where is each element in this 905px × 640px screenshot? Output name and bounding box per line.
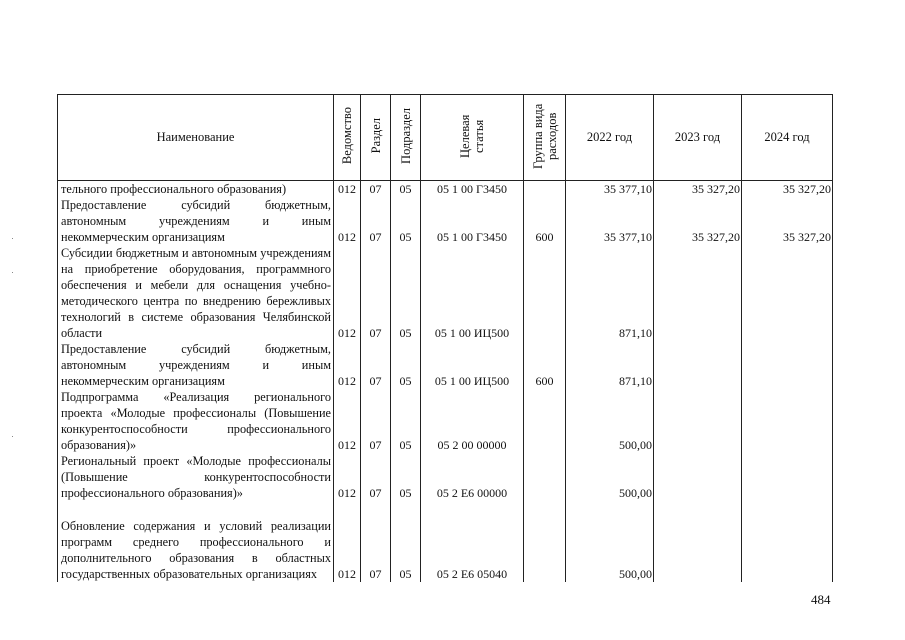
row-2023: 35 327,20 — [654, 197, 742, 245]
page-number: 484 — [811, 592, 831, 607]
row-2024: 35 327,20 — [742, 197, 833, 245]
table-row — [58, 501, 833, 582]
row-podrazdel: 05 — [391, 501, 421, 582]
row-podrazdel: 05 — [391, 453, 421, 501]
row-vedomstvo: 012 — [334, 453, 361, 501]
table-row — [58, 389, 833, 453]
header-celevaya-statya: Целевая статья — [421, 95, 524, 181]
row-2024 — [742, 245, 833, 341]
row-celevaya-statya: 05 2 E6 00000 — [421, 453, 524, 501]
row-podrazdel: 05 — [391, 245, 421, 341]
table-row — [58, 181, 833, 198]
row-2023 — [654, 453, 742, 501]
table-row — [58, 341, 833, 389]
row-name: Подпрограмма «Реализация регионального проекта «Молодые профессионалы (Повышение конкурентоспособности профессионального образования)» — [58, 389, 334, 453]
row-celevaya-statya: 05 1 00 ИЦ500 — [421, 341, 524, 389]
row-gruppa-vida-rashodov: 600 — [524, 197, 566, 245]
row-2024 — [742, 341, 833, 389]
row-celevaya-statya: 05 1 00 Г3450 — [421, 181, 524, 198]
row-podrazdel: 05 — [391, 389, 421, 453]
row-podrazdel: 05 — [391, 181, 421, 198]
row-vedomstvo: 012 — [334, 245, 361, 341]
row-2022: 35 377,10 — [566, 181, 654, 198]
table-row — [58, 197, 833, 245]
row-name: Предоставление субсидий бюджетным, автономным учреждениям и иным некоммерческим организациям — [58, 341, 334, 389]
row-celevaya-statya: 05 2 00 00000 — [421, 389, 524, 453]
row-name: Обновление содержания и условий реализации программ среднего профессионального и дополнительного образования в областных государственных образовательных организациях — [58, 501, 334, 582]
row-razdel: 07 — [361, 501, 391, 582]
row-2022: 500,00 — [566, 501, 654, 582]
header-2024: 2024 год — [742, 95, 833, 181]
row-razdel: 07 — [361, 181, 391, 198]
margin-mark — [12, 436, 13, 437]
row-celevaya-statya: 05 1 00 Г3450 — [421, 197, 524, 245]
table-header-row — [58, 95, 833, 181]
row-razdel: 07 — [361, 453, 391, 501]
row-2022: 500,00 — [566, 389, 654, 453]
row-vedomstvo: 012 — [334, 389, 361, 453]
row-razdel: 07 — [361, 197, 391, 245]
row-vedomstvo: 012 — [334, 181, 361, 198]
table-row — [58, 453, 833, 501]
row-razdel: 07 — [361, 341, 391, 389]
row-gruppa-vida-rashodov — [524, 453, 566, 501]
row-gruppa-vida-rashodov — [524, 501, 566, 582]
budget-table — [57, 94, 833, 582]
row-name: Региональный проект «Молодые профессионалы (Повышение конкурентоспособности профессионального образования)» — [58, 453, 334, 501]
margin-mark — [12, 238, 13, 239]
row-gruppa-vida-rashodov — [524, 181, 566, 198]
row-2023 — [654, 389, 742, 453]
row-2024 — [742, 453, 833, 501]
row-2022: 871,10 — [566, 245, 654, 341]
row-2024 — [742, 501, 833, 582]
header-gruppa-vida-rashodov: Группа вида расходов — [524, 95, 566, 181]
row-gruppa-vida-rashodov — [524, 389, 566, 453]
header-2023: 2023 год — [654, 95, 742, 181]
row-name: Субсидии бюджетным и автономным учреждениям на приобретение оборудования, программного обеспечения и мебели для оснащения учебно-методического центра по внедрению бережливых технологий в системе образования Челябинской области — [58, 245, 334, 341]
row-2023: 35 327,20 — [654, 181, 742, 198]
row-2023 — [654, 341, 742, 389]
row-vedomstvo: 012 — [334, 197, 361, 245]
header-podrazdel: Подраздел — [391, 95, 421, 181]
table-row — [58, 245, 833, 341]
row-razdel: 07 — [361, 245, 391, 341]
row-gruppa-vida-rashodov — [524, 245, 566, 341]
header-2022: 2022 год — [566, 95, 654, 181]
row-vedomstvo: 012 — [334, 341, 361, 389]
row-name: Предоставление субсидий бюджетным, автономным учреждениям и иным некоммерческим организациям — [58, 197, 334, 245]
row-name: тельного профессионального образования) — [58, 181, 334, 198]
row-razdel: 07 — [361, 389, 391, 453]
header-name: Наименование — [58, 95, 334, 181]
row-2022: 35 377,10 — [566, 197, 654, 245]
header-vedomstvo: Ведомство — [334, 95, 361, 181]
row-2022: 500,00 — [566, 453, 654, 501]
header-razdel: Раздел — [361, 95, 391, 181]
row-vedomstvo: 012 — [334, 501, 361, 582]
row-2023 — [654, 501, 742, 582]
row-celevaya-statya: 05 2 E6 05040 — [421, 501, 524, 582]
row-2023 — [654, 245, 742, 341]
row-2024 — [742, 389, 833, 453]
row-podrazdel: 05 — [391, 197, 421, 245]
row-podrazdel: 05 — [391, 341, 421, 389]
row-celevaya-statya: 05 1 00 ИЦ500 — [421, 245, 524, 341]
row-2024: 35 327,20 — [742, 181, 833, 198]
margin-mark — [12, 272, 13, 273]
row-2022: 871,10 — [566, 341, 654, 389]
row-gruppa-vida-rashodov: 600 — [524, 341, 566, 389]
